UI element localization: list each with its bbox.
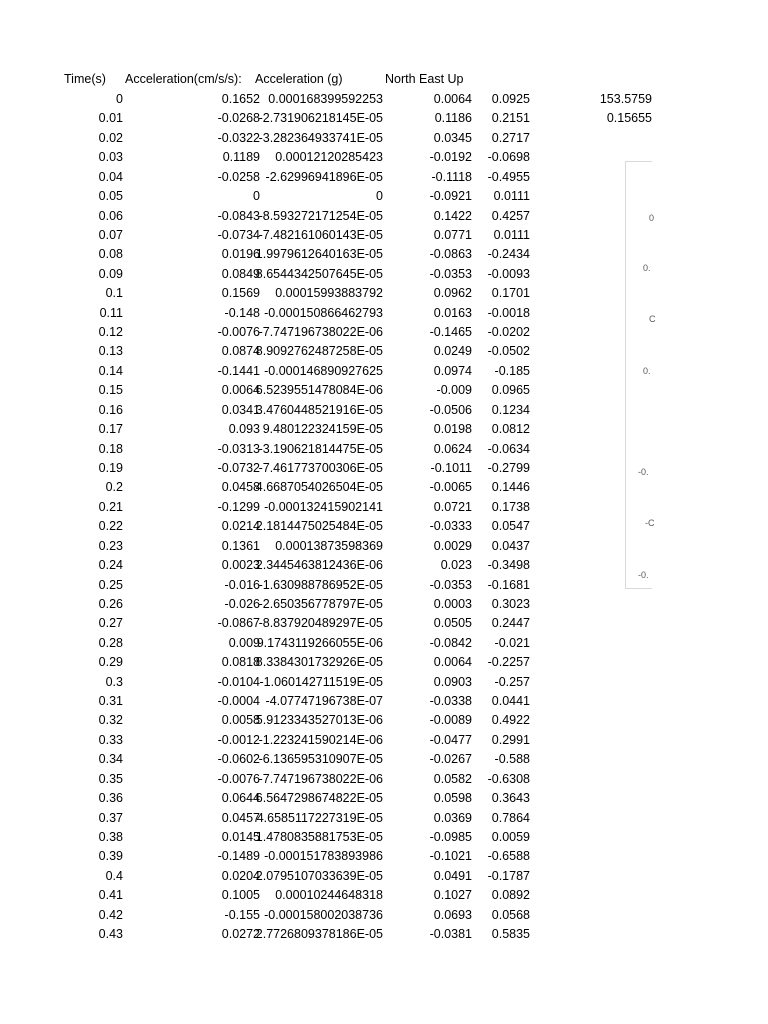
up-cell[interactable]: -0.0018	[487, 305, 530, 320]
up-cell[interactable]: 0.0547	[491, 519, 530, 534]
acceleration-g-cell[interactable]: -2.731906218145E-05	[258, 111, 383, 126]
up-cell[interactable]: 0.2151	[491, 111, 530, 126]
acceleration-cm-cell[interactable]: 0.0849	[221, 266, 260, 281]
up-cell[interactable]: -0.1787	[487, 868, 530, 883]
acceleration-g-cell[interactable]: -7.482161060143E-05	[258, 227, 383, 242]
north-east-cell[interactable]: 0.0163	[433, 305, 472, 320]
time-cell[interactable]: 0.05	[98, 189, 123, 204]
up-cell[interactable]: -0.4955	[487, 169, 530, 184]
time-cell[interactable]: 0.03	[98, 150, 123, 165]
north-east-cell[interactable]: 0.0974	[433, 363, 472, 378]
acceleration-cm-cell[interactable]: -0.0322	[217, 130, 260, 145]
up-cell[interactable]: 0.2717	[491, 130, 530, 145]
time-cell[interactable]: 0.19	[98, 460, 123, 475]
acceleration-g-cell[interactable]: -3.282364933741E-05	[258, 130, 383, 145]
north-east-cell[interactable]: -0.0192	[429, 150, 472, 165]
acceleration-cm-cell[interactable]: -0.0076	[217, 325, 260, 340]
up-cell[interactable]: 0.0437	[491, 538, 530, 553]
north-east-cell[interactable]: 0.0582	[433, 771, 472, 786]
time-cell[interactable]: 0.15	[98, 383, 123, 398]
acceleration-g-cell[interactable]: -3.190621814475E-05	[258, 441, 383, 456]
acceleration-cm-cell[interactable]: -0.1299	[217, 499, 260, 514]
up-cell[interactable]: -0.6588	[487, 849, 530, 864]
up-cell[interactable]: -0.588	[494, 752, 530, 767]
acceleration-cm-cell[interactable]: 0.093	[228, 422, 260, 437]
acceleration-cm-cell[interactable]: 0.0272	[221, 927, 260, 942]
acceleration-cm-cell[interactable]: 0.0204	[221, 868, 260, 883]
time-cell[interactable]: 0.3	[105, 674, 123, 689]
up-cell[interactable]: 0.1234	[491, 402, 530, 417]
up-cell[interactable]: -0.0634	[487, 441, 530, 456]
acceleration-g-cell[interactable]: 4.6687054026504E-05	[255, 480, 383, 495]
acceleration-cm-cell[interactable]: -0.1441	[217, 363, 260, 378]
header-acceleration-cm[interactable]: Acceleration(cm/s/s):	[125, 72, 242, 86]
up-cell[interactable]: 0.2991	[491, 732, 530, 747]
time-cell[interactable]: 0.11	[99, 305, 123, 320]
acceleration-cm-cell[interactable]: 0.1005	[221, 888, 260, 903]
up-cell[interactable]: 0.4922	[491, 713, 530, 728]
up-cell[interactable]: 0.3023	[491, 596, 530, 611]
time-cell[interactable]: 0.36	[98, 791, 123, 806]
acceleration-g-cell[interactable]: 0.00012120285423	[275, 150, 383, 165]
north-east-cell[interactable]: 0.0064	[433, 655, 472, 670]
chart-axis-label: 0.	[643, 366, 651, 376]
time-cell[interactable]: 0.26	[98, 596, 123, 611]
header-acceleration-g[interactable]: Acceleration (g)	[255, 72, 343, 86]
time-cell[interactable]: 0.24	[98, 558, 123, 573]
side-value-1[interactable]: 153.5759	[599, 92, 652, 106]
acceleration-g-cell[interactable]: -0.000146890927625	[264, 363, 383, 378]
acceleration-cm-cell[interactable]: 0.0457	[221, 810, 260, 825]
acceleration-g-cell[interactable]: -0.000132415902141	[264, 499, 383, 514]
acceleration-cm-cell[interactable]: 0.0818	[221, 655, 260, 670]
up-cell[interactable]: -0.021	[494, 635, 530, 650]
north-east-cell[interactable]: 0.1422	[433, 208, 472, 223]
time-cell[interactable]: 0.43	[98, 927, 123, 942]
north-east-cell[interactable]: 0.0693	[433, 907, 472, 922]
north-east-cell[interactable]: 0.0345	[433, 130, 472, 145]
time-cell[interactable]: 0.38	[98, 829, 123, 844]
time-cell[interactable]: 0.12	[98, 325, 123, 340]
up-cell[interactable]: 0.0892	[491, 888, 530, 903]
acceleration-g-cell[interactable]: -8.593272171254E-05	[258, 208, 383, 223]
acceleration-cm-cell[interactable]: -0.1489	[217, 849, 260, 864]
chart-axis-label: -C	[645, 518, 655, 528]
north-east-cell[interactable]: -0.1118	[431, 169, 472, 184]
acceleration-cm-cell[interactable]: -0.0867	[217, 616, 260, 631]
north-east-cell[interactable]: -0.0267	[429, 752, 472, 767]
north-east-cell[interactable]: -0.0065	[429, 480, 472, 495]
acceleration-g-cell[interactable]: 2.7726809378186E-05	[255, 927, 383, 942]
up-cell[interactable]: 0.0965	[491, 383, 530, 398]
acceleration-g-cell[interactable]: -7.461773700306E-05	[258, 460, 383, 475]
up-cell[interactable]: 0.0812	[491, 422, 530, 437]
acceleration-g-cell[interactable]: -0.000158002038736	[264, 907, 383, 922]
acceleration-cm-cell[interactable]: 0.0644	[221, 791, 260, 806]
north-east-cell[interactable]: -0.0353	[429, 577, 472, 592]
up-cell[interactable]: 0.2447	[491, 616, 530, 631]
time-cell[interactable]: 0.39	[98, 849, 123, 864]
acceleration-cm-cell[interactable]: -0.0004	[217, 694, 260, 709]
acceleration-g-cell[interactable]: -0.000150866462793	[264, 305, 383, 320]
acceleration-cm-cell[interactable]: 0.0058	[221, 713, 260, 728]
up-cell[interactable]: 0.1446	[491, 480, 530, 495]
up-cell[interactable]: 0.3643	[491, 791, 530, 806]
time-cell[interactable]: 0.08	[98, 247, 123, 262]
acceleration-cm-cell[interactable]: -0.0258	[217, 169, 260, 184]
chart-clip	[652, 0, 768, 1024]
time-cell[interactable]: 0.06	[98, 208, 123, 223]
up-cell[interactable]: -0.257	[494, 674, 530, 689]
north-east-cell[interactable]: 0.0003	[433, 596, 472, 611]
acceleration-g-cell[interactable]: -2.650356778797E-05	[258, 596, 383, 611]
acceleration-g-cell[interactable]: 0.00013873598369	[275, 538, 383, 553]
time-cell[interactable]: 0.27	[98, 616, 123, 631]
acceleration-g-cell[interactable]: -1.630988786952E-05	[258, 577, 383, 592]
time-cell[interactable]: 0.31	[98, 694, 123, 709]
time-cell[interactable]: 0.33	[98, 732, 123, 747]
acceleration-cm-cell[interactable]: -0.0012	[217, 732, 260, 747]
acceleration-cm-cell[interactable]: -0.0843	[217, 208, 260, 223]
north-east-cell[interactable]: -0.0381	[429, 927, 472, 942]
acceleration-g-cell[interactable]: 2.1814475025484E-05	[255, 519, 383, 534]
chart-axis-label: C	[649, 314, 656, 324]
acceleration-g-cell[interactable]: 9.480122324159E-05	[262, 422, 383, 437]
acceleration-cm-cell[interactable]: 0.0064	[221, 383, 260, 398]
up-cell[interactable]: -0.0202	[487, 325, 530, 340]
up-cell[interactable]: 0.0441	[491, 694, 530, 709]
acceleration-g-cell[interactable]: 0.00010244648318	[275, 888, 383, 903]
acceleration-g-cell[interactable]: 6.5647298674822E-05	[255, 791, 383, 806]
chart-axis-label: 0	[649, 213, 655, 223]
up-cell[interactable]: 0.0568	[491, 907, 530, 922]
time-cell[interactable]: 0.34	[98, 752, 123, 767]
acceleration-g-cell[interactable]: -0.000151783893986	[264, 849, 383, 864]
north-east-cell[interactable]: 0.1186	[434, 111, 472, 126]
north-east-cell[interactable]: 0.1027	[433, 888, 472, 903]
time-cell[interactable]: 0.35	[98, 771, 123, 786]
north-east-cell[interactable]: 0.0198	[433, 422, 472, 437]
header-north-east-up[interactable]: North East Up	[385, 72, 464, 86]
up-cell[interactable]: 0.7864	[491, 810, 530, 825]
up-cell[interactable]: 0.0925	[491, 92, 530, 106]
acceleration-g-cell[interactable]: 8.6544342507645E-05	[255, 266, 383, 281]
north-east-cell[interactable]: 0.0505	[433, 616, 472, 631]
north-east-cell[interactable]: -0.0842	[429, 635, 472, 650]
side-value-2[interactable]: 0.15655	[606, 111, 652, 125]
time-cell[interactable]: 0.02	[98, 130, 123, 145]
north-east-cell[interactable]: -0.1011	[430, 460, 472, 475]
acceleration-g-cell[interactable]: -2.62996941896E-05	[265, 169, 383, 184]
up-cell[interactable]: -0.2434	[487, 247, 530, 262]
up-cell[interactable]: 0.5835	[491, 927, 530, 942]
acceleration-cm-cell[interactable]: 0.0458	[221, 480, 260, 495]
time-cell[interactable]: 0.28	[98, 635, 123, 650]
up-cell[interactable]: 0.1738	[491, 499, 530, 514]
north-east-cell[interactable]: 0.0771	[433, 227, 472, 242]
acceleration-g-cell[interactable]: 4.6585117227319E-05	[256, 810, 383, 825]
acceleration-cm-cell[interactable]: 0.1569	[221, 286, 260, 301]
up-cell[interactable]: 0.0111	[493, 227, 530, 242]
time-cell[interactable]: 0.14	[98, 363, 123, 378]
time-cell[interactable]: 0.42	[98, 907, 123, 922]
acceleration-cm-cell[interactable]: 0.0023	[221, 558, 260, 573]
acceleration-cm-cell[interactable]: -0.0732	[217, 460, 260, 475]
acceleration-g-cell[interactable]: -7.747196738022E-06	[258, 771, 383, 786]
up-cell[interactable]: -0.3498	[487, 558, 530, 573]
time-cell[interactable]: 0.18	[98, 441, 123, 456]
time-cell[interactable]: 0.17	[98, 422, 123, 437]
north-east-cell[interactable]: 0.0962	[433, 286, 472, 301]
time-cell[interactable]: 0.4	[105, 868, 123, 883]
north-east-cell[interactable]: -0.0353	[429, 266, 472, 281]
acceleration-cm-cell[interactable]: 0.1189	[222, 150, 260, 165]
time-cell[interactable]: 0.07	[98, 227, 123, 242]
chart-axis-label: -0.	[638, 570, 649, 580]
north-east-cell[interactable]: -0.1021	[429, 849, 472, 864]
time-cell[interactable]: 0.29	[98, 655, 123, 670]
acceleration-g-cell[interactable]: 1.9979612640163E-05	[255, 247, 383, 262]
acceleration-g-cell[interactable]: -7.747196738022E-06	[258, 325, 383, 340]
acceleration-cm-cell[interactable]: -0.026	[224, 596, 260, 611]
acceleration-cm-cell[interactable]: -0.016	[224, 577, 260, 592]
north-east-cell[interactable]: -0.0477	[429, 732, 472, 747]
acceleration-g-cell[interactable]: 3.4760448521916E-05	[255, 402, 383, 417]
acceleration-cm-cell[interactable]: -0.0313	[217, 441, 260, 456]
time-cell[interactable]: 0.13	[98, 344, 123, 359]
acceleration-g-cell[interactable]: 8.9092762487258E-05	[255, 344, 383, 359]
time-cell[interactable]: 0.16	[98, 402, 123, 417]
acceleration-cm-cell[interactable]: 0.009	[228, 635, 260, 650]
time-cell[interactable]: 0.22	[98, 519, 123, 534]
acceleration-g-cell[interactable]: 0.000168399592253	[268, 92, 383, 106]
up-cell[interactable]: -0.2799	[487, 460, 530, 475]
acceleration-g-cell[interactable]: 5.9123343527013E-06	[255, 713, 383, 728]
acceleration-g-cell[interactable]: 6.5239551478084E-06	[255, 383, 383, 398]
up-cell[interactable]: -0.0698	[487, 150, 530, 165]
north-east-cell[interactable]: 0.0064	[433, 92, 472, 106]
north-east-cell[interactable]: -0.0333	[429, 519, 472, 534]
acceleration-g-cell[interactable]: 8.3384301732926E-05	[255, 655, 383, 670]
north-east-cell[interactable]: 0.0903	[433, 674, 472, 689]
acceleration-cm-cell[interactable]: 0.0874	[221, 344, 260, 359]
time-cell[interactable]: 0.09	[98, 266, 123, 281]
up-cell[interactable]: -0.1681	[487, 577, 530, 592]
north-east-cell[interactable]: -0.0506	[429, 402, 472, 417]
acceleration-cm-cell[interactable]: 0.1361	[221, 538, 260, 553]
up-cell[interactable]: 0.0059	[491, 829, 530, 844]
acceleration-g-cell[interactable]: 2.0795107033639E-05	[255, 868, 383, 883]
time-cell[interactable]: 0.23	[98, 538, 123, 553]
acceleration-g-cell[interactable]: -6.136595310907E-05	[258, 752, 383, 767]
north-east-cell[interactable]: 0.0721	[433, 499, 472, 514]
up-cell[interactable]: -0.185	[494, 363, 530, 378]
north-east-cell[interactable]: -0.1465	[429, 325, 472, 340]
north-east-cell[interactable]: -0.0921	[429, 189, 472, 204]
acceleration-g-cell[interactable]: -4.07747196738E-07	[265, 694, 383, 709]
north-east-cell[interactable]: 0.0624	[433, 441, 472, 456]
acceleration-cm-cell[interactable]: 0.0145	[221, 829, 260, 844]
time-cell[interactable]: 0.37	[98, 810, 123, 825]
north-east-cell[interactable]: 0.0369	[433, 810, 472, 825]
up-cell[interactable]: -0.0502	[487, 344, 530, 359]
north-east-cell[interactable]: 0.023	[440, 558, 472, 573]
time-cell[interactable]: 0.21	[98, 499, 123, 514]
up-cell[interactable]: 0.1701	[491, 286, 530, 301]
up-cell[interactable]: 0.0111	[493, 189, 530, 204]
acceleration-g-cell[interactable]: 9.1743119266055E-06	[256, 635, 383, 650]
time-cell[interactable]: 0.25	[98, 577, 123, 592]
acceleration-g-cell[interactable]: -1.223241590214E-06	[258, 732, 383, 747]
time-cell[interactable]: 0.1	[105, 286, 123, 301]
north-east-cell[interactable]: 0.0491	[433, 868, 472, 883]
acceleration-cm-cell[interactable]: 0.0196	[221, 247, 260, 262]
chart-axis-label: -0.	[638, 467, 649, 477]
north-east-cell[interactable]: -0.009	[436, 383, 472, 398]
north-east-cell[interactable]: -0.0863	[429, 247, 472, 262]
acceleration-cm-cell[interactable]: 0	[253, 189, 260, 204]
acceleration-g-cell[interactable]: 1.4780835881753E-05	[255, 829, 383, 844]
time-cell[interactable]: 0.01	[98, 111, 123, 126]
time-cell[interactable]: 0.04	[98, 169, 123, 184]
acceleration-cm-cell[interactable]: -0.0734	[217, 227, 260, 242]
acceleration-cm-cell[interactable]: -0.0104	[217, 674, 260, 689]
time-cell[interactable]: 0.32	[98, 713, 123, 728]
up-cell[interactable]: 0.4257	[491, 208, 530, 223]
north-east-cell[interactable]: 0.0029	[433, 538, 472, 553]
north-east-cell[interactable]: -0.0089	[429, 713, 472, 728]
acceleration-cm-cell[interactable]: -0.155	[224, 907, 260, 922]
up-cell[interactable]: -0.2257	[487, 655, 530, 670]
acceleration-cm-cell[interactable]: 0.0341	[221, 402, 260, 417]
acceleration-g-cell[interactable]: 2.3445463812436E-06	[255, 558, 383, 573]
north-east-cell[interactable]: 0.0598	[433, 791, 472, 806]
acceleration-g-cell[interactable]: 0	[376, 189, 383, 204]
up-cell[interactable]: -0.6308	[487, 771, 530, 786]
north-east-cell[interactable]: -0.0985	[429, 829, 472, 844]
acceleration-cm-cell[interactable]: -0.0076	[217, 771, 260, 786]
acceleration-cm-cell[interactable]: -0.0602	[217, 752, 260, 767]
up-cell[interactable]: -0.0093	[487, 266, 530, 281]
time-cell[interactable]: 0	[116, 92, 123, 106]
header-time[interactable]: Time(s)	[64, 72, 106, 86]
acceleration-cm-cell[interactable]: -0.0268	[217, 111, 260, 126]
acceleration-g-cell[interactable]: 0.00015993883792	[275, 286, 383, 301]
acceleration-g-cell[interactable]: -1.060142711519E-05	[259, 674, 383, 689]
acceleration-cm-cell[interactable]: 0.0214	[221, 519, 260, 534]
north-east-cell[interactable]: -0.0338	[429, 694, 472, 709]
acceleration-cm-cell[interactable]: 0.1652	[221, 92, 260, 106]
acceleration-cm-cell[interactable]: -0.148	[224, 305, 260, 320]
acceleration-g-cell[interactable]: -8.837920489297E-05	[258, 616, 383, 631]
time-cell[interactable]: 0.41	[98, 888, 123, 903]
time-cell[interactable]: 0.2	[105, 480, 123, 495]
chart-axis-label: 0.	[643, 263, 651, 273]
north-east-cell[interactable]: 0.0249	[433, 344, 472, 359]
